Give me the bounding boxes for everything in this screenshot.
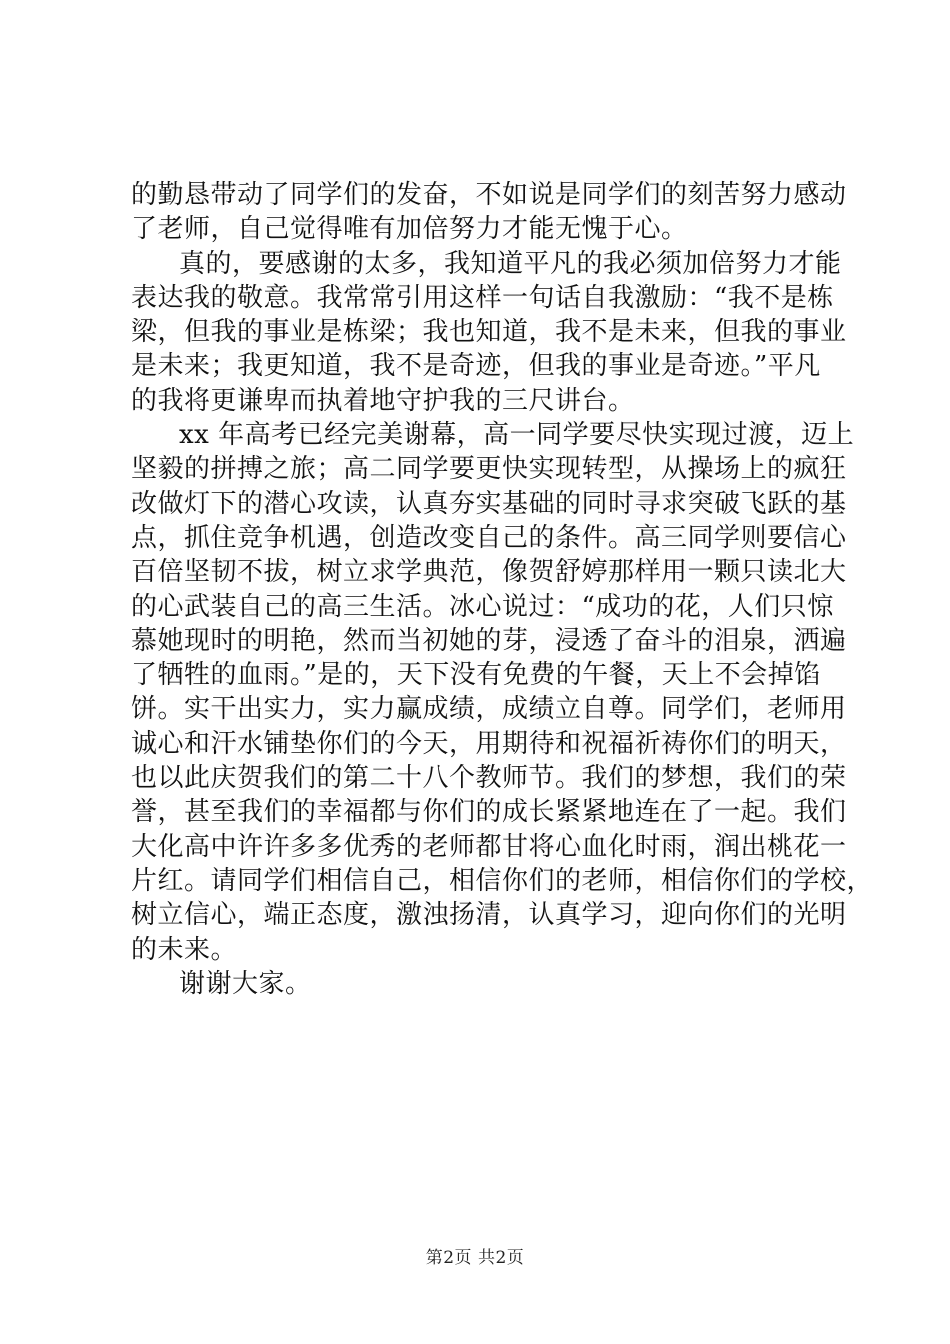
text-line: 片红。请同学们相信自己，相信你们的老师，相信你们的学校， xyxy=(131,865,874,896)
text-line: 坚毅的拼搏之旅；高二同学要更快实现转型，从操场上的疯狂 xyxy=(131,454,847,485)
text-line: 点，抓住竞争机遇，创造改变自己的条件。高三同学则要信心 xyxy=(131,522,847,553)
text-line: 表达我的敬意。我常常引用这样一句话自我激励：“我不是栋 xyxy=(131,282,834,313)
text-line: 是未来；我更知道，我不是奇迹，但我的事业是奇迹。”平凡 xyxy=(131,351,821,382)
text-line: 了老师，自己觉得唯有加倍努力才能无愧于心。 xyxy=(131,214,688,245)
text-line: 了牺牲的血雨。”是的，天下没有免费的午餐，天上不会掉馅 xyxy=(131,660,821,691)
document-body xyxy=(131,178,874,1001)
text-line: xx 年高考已经完美谢幕，高一同学要尽快实现过渡，迈上 xyxy=(179,420,855,451)
text-line: 的我将更谦卑而执着地守护我的三尺讲台。 xyxy=(131,385,635,416)
text-line: 谢谢大家。 xyxy=(179,968,312,999)
text-line: 大化高中许许多多优秀的老师都甘将心血化时雨，润出桃花一 xyxy=(131,831,847,862)
text-line: 也以此庆贺我们的第二十八个教师节。我们的梦想，我们的荣 xyxy=(131,763,847,794)
text-line: 梁，但我的事业是栋梁；我也知道，我不是未来，但我的事业 xyxy=(131,317,847,348)
text-line: 的心武装自己的高三生活。冰心说过：“成功的花，人们只惊 xyxy=(131,591,834,622)
text-line: 真的，要感谢的太多，我知道平凡的我必须加倍努力才能 xyxy=(179,248,842,279)
page-footer: 第2页 共2页 xyxy=(425,1248,525,1268)
text-line: 百倍坚韧不拔，树立求学典范，像贺舒婷那样用一颗只读北大 xyxy=(131,557,847,588)
text-line: 的未来。 xyxy=(131,934,238,965)
text-line: 诚心和汗水铺垫你们的今天，用期待和祝福祈祷你们的明天， xyxy=(131,728,847,759)
text-line: 慕她现时的明艳，然而当初她的芽，浸透了奋斗的泪泉，洒遍 xyxy=(131,625,847,656)
text-line: 饼。实干出实力，实力赢成绩，成绩立自尊。同学们，老师用 xyxy=(131,694,847,725)
text-line: 誉，甚至我们的幸福都与你们的成长紧紧地连在了一起。我们 xyxy=(131,797,847,828)
text-line: 树立信心，端正态度，激浊扬清，认真学习，迎向你们的光明 xyxy=(131,900,847,931)
text-line: 的勤恳带动了同学们的发奋，不如说是同学们的刻苦努力感动 xyxy=(131,180,847,210)
text-line: 改做灯下的潜心攻读，认真夯实基础的同时寻求突破飞跃的基 xyxy=(131,488,847,519)
